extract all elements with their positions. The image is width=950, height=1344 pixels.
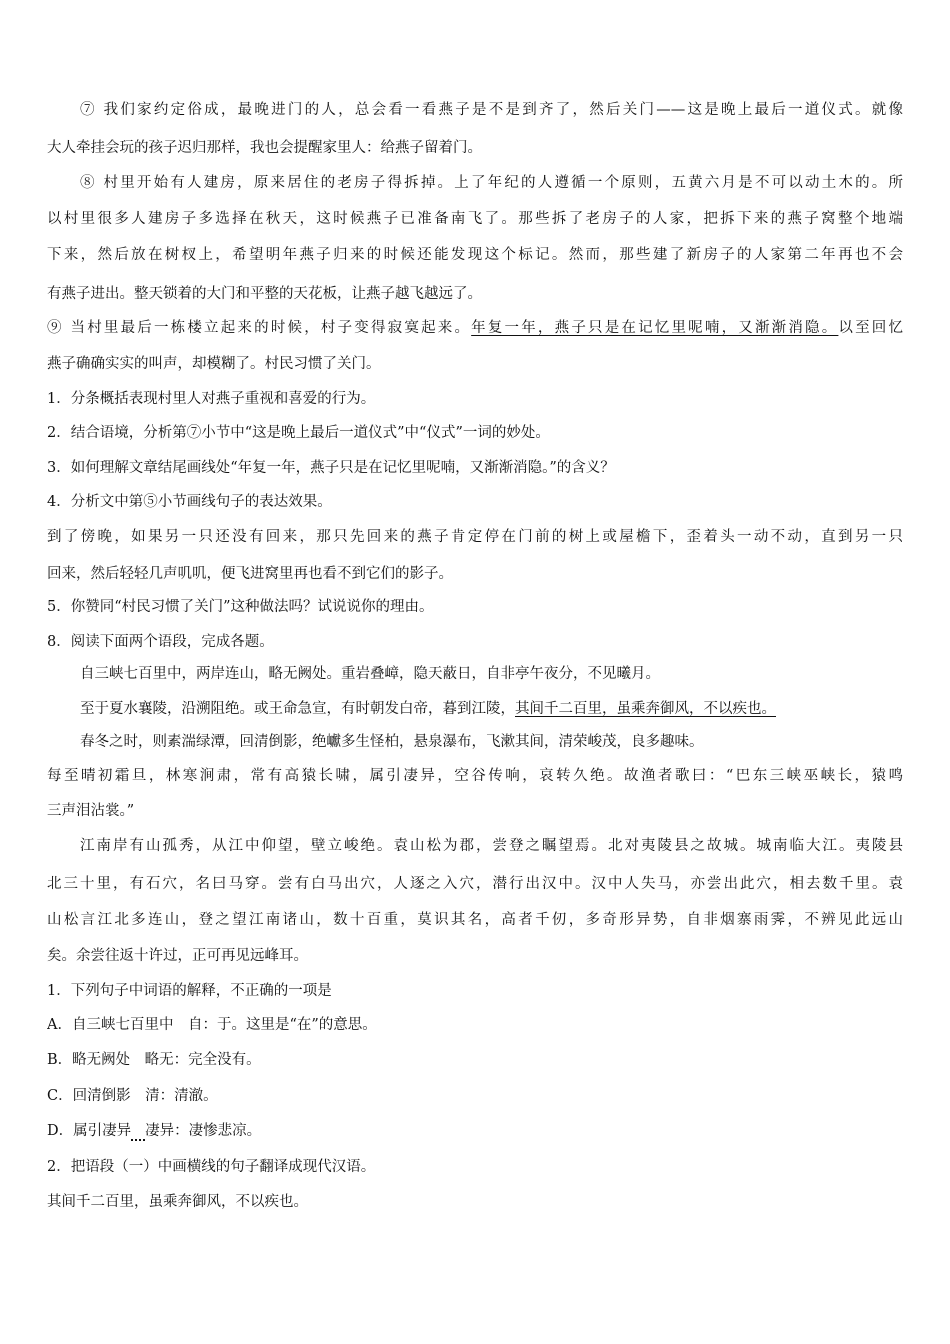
- excerpt-2-line-1: 江南岸有山孤秀，从江中仰望，壁立峻绝。袁山松为郡，尝登之瞩望焉。北对夷陵县之故城。城南临大江。夷陵县: [80, 838, 903, 854]
- underlined-sentence: 年复一年，燕子只是在记忆里呢喃，又渐渐消隐。: [471, 320, 839, 336]
- excerpt-2-line-4: 矣。余尝往返十许过，正可再见远峰耳。: [47, 948, 308, 964]
- option-b: B．略无阙处 略无：完全没有。: [47, 1052, 261, 1068]
- excerpt-1-line-2: [80, 699, 903, 719]
- question-1: 1．分条概括表现村里人对燕子重视和喜爱的行为。: [47, 391, 376, 407]
- question-4: 4．分析文中第⑤小节画线句子的表达效果。: [47, 494, 332, 510]
- excerpt-1-line-5: 三声泪沾裳。”: [47, 803, 135, 819]
- question-b-1: 1．下列句子中词语的解释，不正确的一项是: [47, 983, 332, 999]
- underlined-sentence: 其间千二百里，虽乘奔御风，不以疾也。: [515, 701, 776, 717]
- emphasis-dots: [131, 1129, 145, 1141]
- option-d-explanation: 凄异：凄惨悲凉。: [145, 1123, 262, 1139]
- option-c: C．回清倒影 清：清澈。: [47, 1088, 218, 1104]
- excerpt-2-line-2: 北三十里，有石穴，名曰马穿。尝有白马出穴，人逐之入穴，潜行出汉中。汉中人失马，亦尝出此穴，相去数千里。袁: [47, 876, 903, 892]
- excerpt-1-text: 至于夏水襄陵，沿溯阻绝。或王命急宣，有时朝发白帝，暮到江陵，: [80, 701, 515, 717]
- paragraph-9-text-end: 以至回忆: [838, 320, 903, 336]
- option-d: [47, 1121, 903, 1141]
- question-5: 5．你赞同“村民习惯了关门”这种做法吗？试说说你的理由。: [47, 599, 434, 615]
- paragraph-8-line-3: 下来，然后放在树杈上，希望明年燕子归来的时候还能发现这个标记。然而，那些建了新房子的人家第二年再也不会: [47, 247, 903, 263]
- question-b-2: 2．把语段（一）中画横线的句子翻译成现代汉语。: [47, 1159, 376, 1175]
- excerpt-1-line-3: 春冬之时，则素湍绿潭，回清倒影，绝巘多生怪柏，悬泉瀑布，飞漱其间，清荣峻茂，良多趣味。: [80, 734, 704, 750]
- section-8-title: 8．阅读下面两个语段，完成各题。: [47, 634, 274, 650]
- option-d-phrase: D．属引凄异: [47, 1123, 132, 1139]
- paragraph-9-line-2: 燕子确确实实的叫声，却模糊了。村民习惯了关门。: [47, 356, 381, 372]
- option-a: A．自三峡七百里中 自：于。这里是“在”的意思。: [47, 1017, 377, 1033]
- question-4-quote-line-2: 回来，然后轻轻几声叽叽，便飞进窝里再也看不到它们的影子。: [47, 566, 453, 582]
- question-3: 3．如何理解文章结尾画线处“年复一年，燕子只是在记忆里呢喃，又渐渐消隐。”的含义？: [47, 460, 615, 476]
- paragraph-9-line-1: [47, 318, 903, 338]
- question-2: 2．结合语境，分析第⑦小节中“这是晚上最后一道仪式”中“仪式”一词的妙处。: [47, 425, 550, 441]
- paragraph-7-line-1: ⑦ 我们家约定俗成，最晚进门的人，总会看一看燕子是不是到齐了，然后关门——这是晚上最后一道仪式。就像: [80, 102, 903, 118]
- paragraph-8-line-4: 有燕子进出。整天锁着的大门和平整的天花板，让燕子越飞越远了。: [47, 286, 482, 302]
- paragraph-9-text: ⑨ 当村里最后一栋楼立起来的时候，村子变得寂寞起来。: [47, 320, 472, 336]
- excerpt-1-line-4: 每至晴初霜旦，林寒涧肃，常有高猿长啸，属引凄异，空谷传响，哀转久绝。故渔者歌曰：“巴东三峡巫峡长，猿鸣: [47, 768, 903, 784]
- paragraph-8-line-1: ⑧ 村里开始有人建房，原来居住的老房子得拆掉。上了年纪的人遵循一个原则，五黄六月是不可以动土木的。所: [80, 175, 903, 191]
- excerpt-2-line-3: 山松言江北多连山，登之望江南诸山，数十百重，莫识其名，高者千仞，多奇形异势，自非烟寨雨霁，不辨见此远山: [47, 912, 903, 928]
- paragraph-8-line-2: 以村里很多人建房子多选择在秋天，这时候燕子已准备南飞了。那些拆了老房子的人家，把拆下来的燕子窝整个地端: [47, 211, 903, 227]
- question-4-quote-line-1: 到了傍晚，如果另一只还没有回来，那只先回来的燕子肯定停在门前的树上或屋檐下，歪着头一动不动，直到另一只: [47, 529, 903, 545]
- paragraph-7-line-2: 大人牵挂会玩的孩子迟归那样，我也会提醒家里人：给燕子留着门。: [47, 140, 482, 156]
- question-b-2-quote: 其间千二百里，虽乘奔御风，不以疾也。: [47, 1194, 308, 1210]
- excerpt-1-line-1: 自三峡七百里中，两岸连山，略无阙处。重岩叠嶂，隐天蔽日，自非亭午夜分，不见曦月。: [80, 666, 660, 682]
